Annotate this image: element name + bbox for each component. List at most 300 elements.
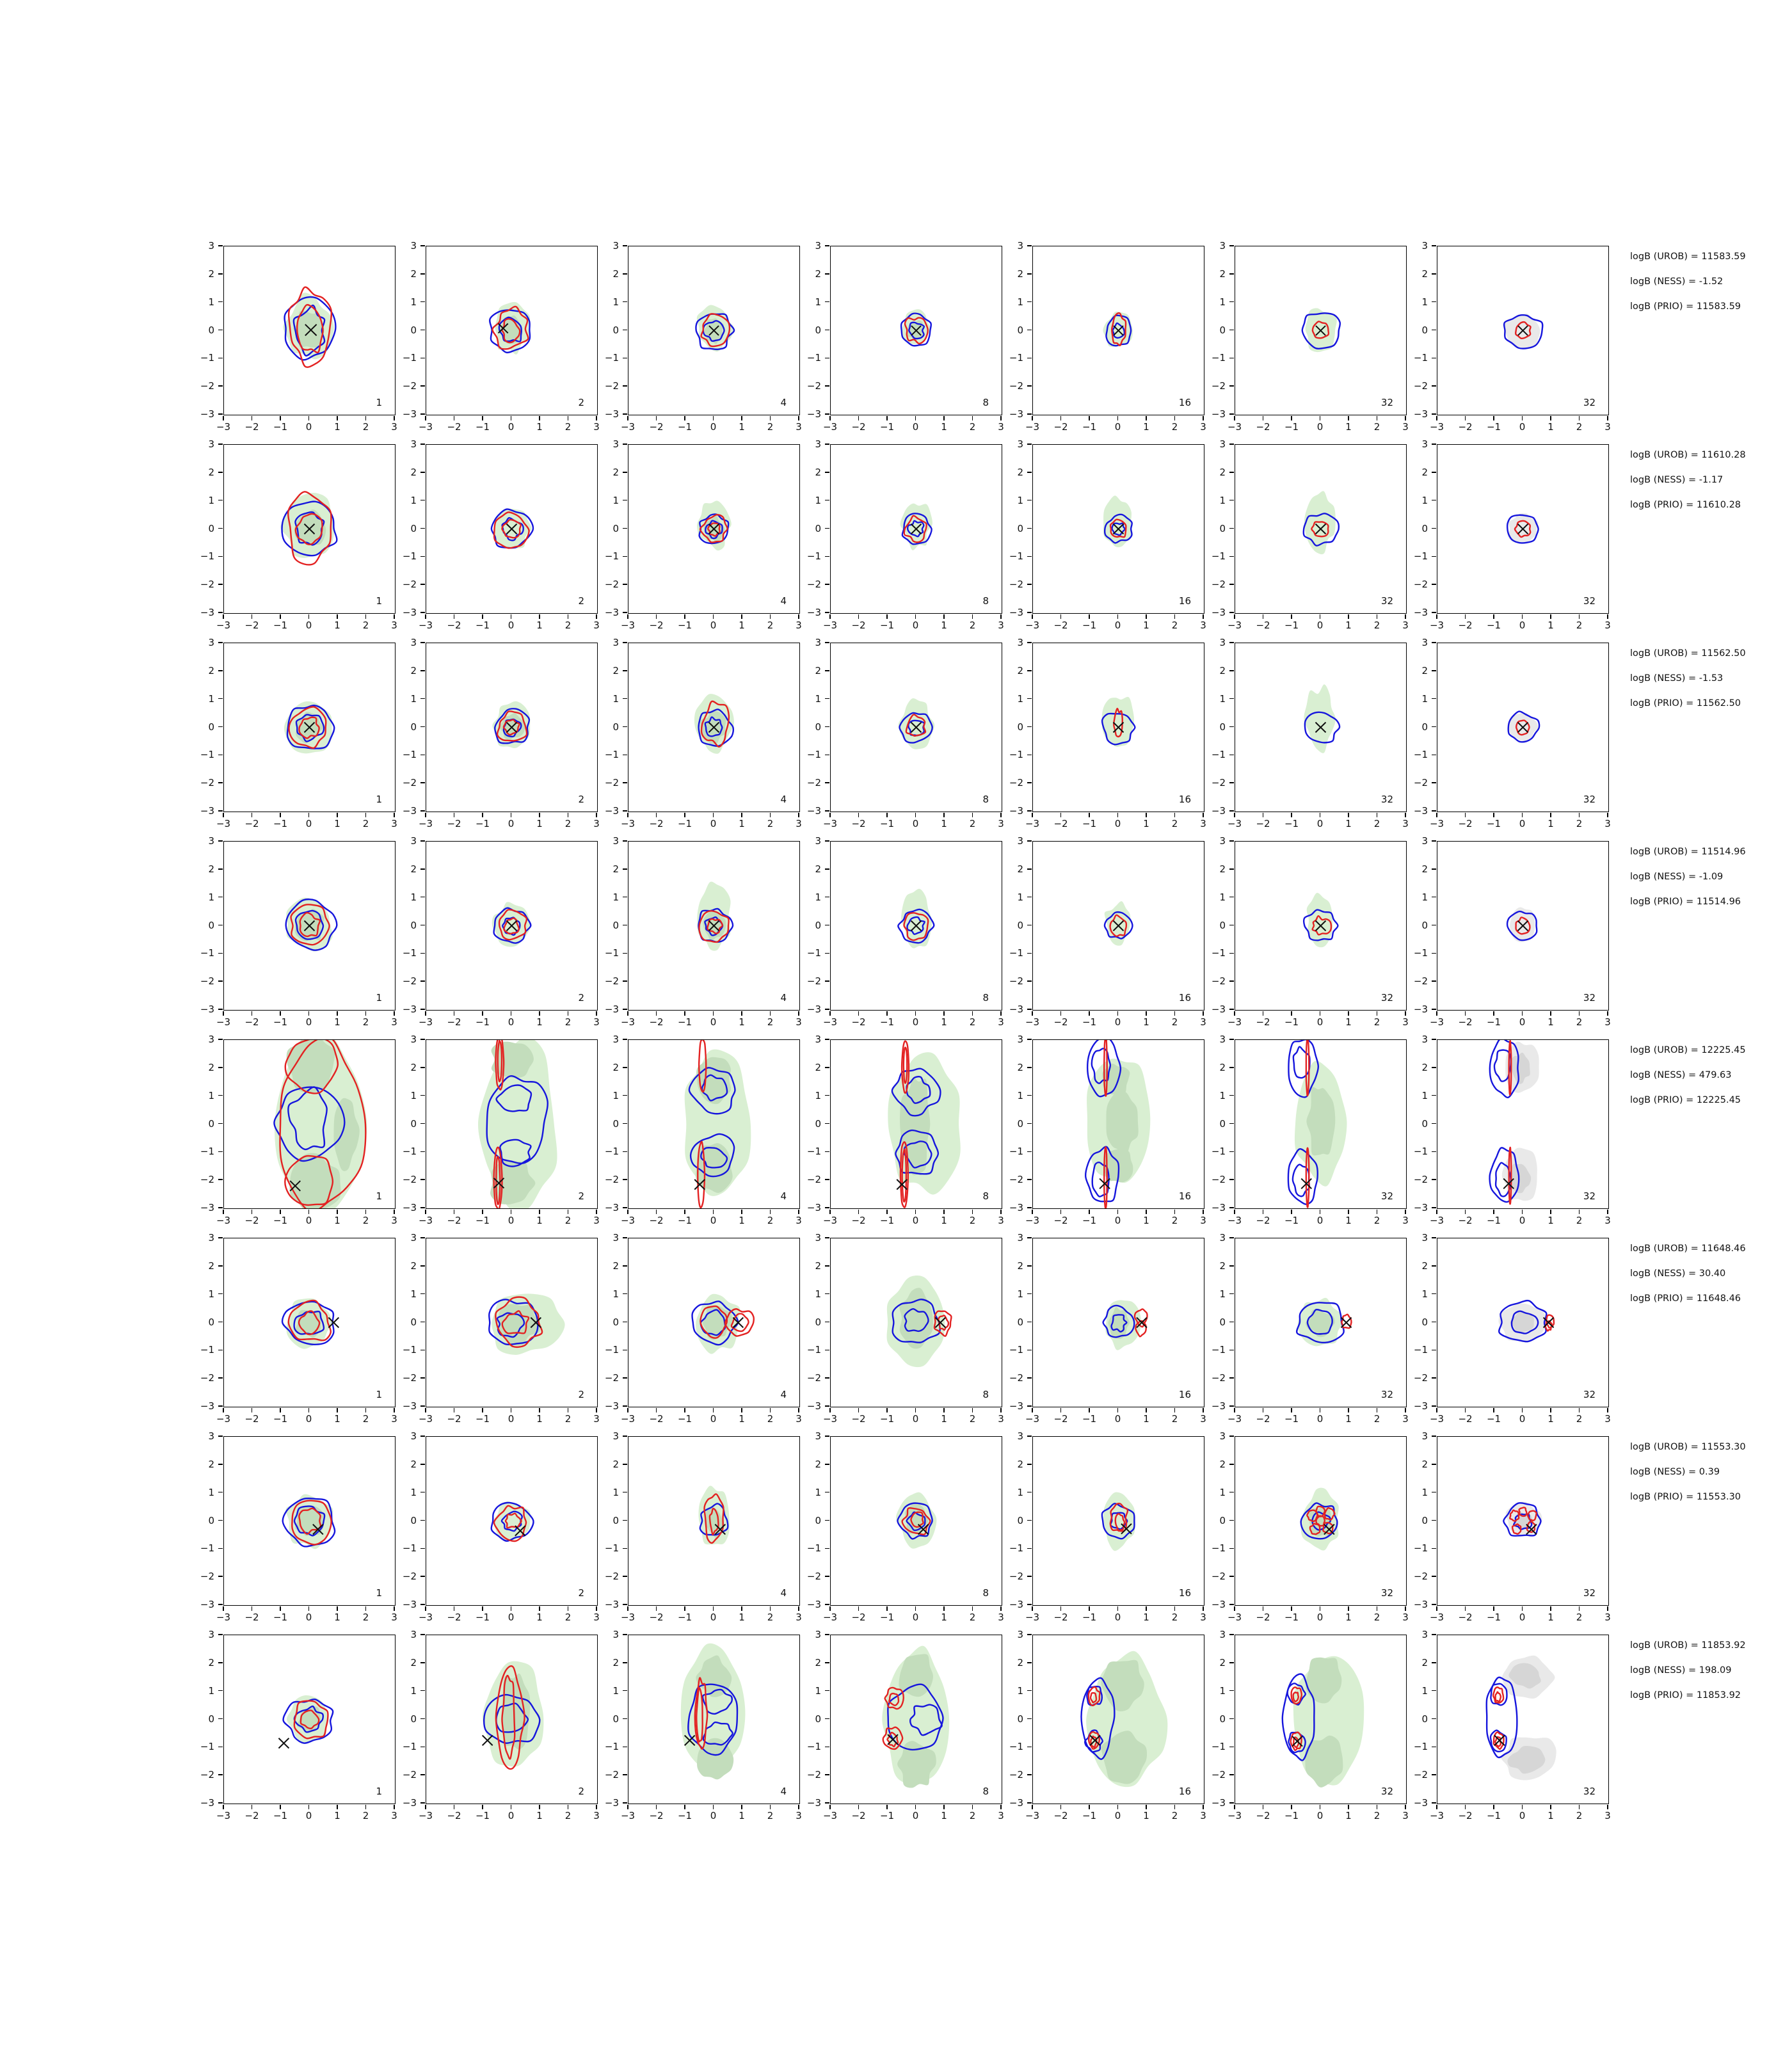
axis-tick [1174, 1805, 1176, 1809]
y-tick-label: −1 [200, 1344, 214, 1356]
y-tick-label: 3 [612, 240, 619, 252]
axis-tick [218, 755, 223, 756]
axis-tick [829, 1408, 831, 1412]
axis-tick [420, 1151, 425, 1153]
axis-tick [972, 1011, 973, 1016]
x-tick-label: −2 [244, 1612, 259, 1623]
x-tick-label: −1 [273, 1612, 288, 1623]
y-tick-label: −3 [1009, 1599, 1023, 1610]
subplot-r7c7 [1437, 1436, 1609, 1606]
subplot-r2c7 [1437, 444, 1609, 614]
axis-tick [1432, 698, 1436, 700]
y-tick-label: 1 [1421, 296, 1428, 308]
axis-tick [1607, 614, 1608, 619]
axis-tick [1377, 1011, 1378, 1016]
axis-tick [1522, 614, 1523, 619]
y-tick-label: −1 [1211, 550, 1226, 563]
x-tick-label: −2 [447, 1215, 461, 1226]
y-tick-label: −1 [806, 1344, 821, 1356]
axis-tick [218, 330, 223, 331]
x-tick-label: −3 [620, 620, 636, 631]
axis-tick [1027, 1464, 1032, 1465]
y-tick-label: −3 [1009, 805, 1023, 817]
y-tick-label: 3 [1017, 1629, 1023, 1640]
axis-tick [943, 1408, 945, 1412]
contour-plot-canvas [1235, 1635, 1406, 1804]
subplot-r3c2 [426, 643, 598, 812]
x-tick-label: −3 [620, 421, 636, 433]
y-tick-label: −2 [402, 975, 417, 988]
x-tick-label: −1 [677, 1810, 692, 1821]
axis-tick [280, 614, 281, 619]
x-tick-label: −2 [649, 620, 664, 631]
axis-tick [1229, 245, 1234, 246]
axis-tick [308, 1408, 310, 1412]
x-tick-label: −1 [1486, 1413, 1501, 1425]
axis-tick [1229, 698, 1234, 700]
y-tick-label: 3 [208, 637, 214, 648]
y-tick-label: 2 [410, 268, 417, 280]
axis-tick [1032, 1805, 1033, 1809]
x-tick-label: 0 [508, 1413, 515, 1425]
y-tick-label: 3 [612, 1034, 619, 1045]
axis-tick [308, 416, 310, 420]
axis-tick [943, 1805, 945, 1809]
y-tick-label: 1 [815, 1684, 821, 1697]
axis-tick [223, 813, 224, 817]
contour-plot-canvas [1437, 246, 1608, 415]
y-tick-label: −3 [402, 1004, 417, 1015]
x-tick-label: 2 [1373, 1810, 1380, 1821]
axis-tick [1432, 953, 1436, 954]
axis-tick [684, 813, 685, 817]
axis-tick [1579, 416, 1580, 420]
axis-tick [1291, 813, 1292, 817]
x-tick-label: −3 [620, 1612, 636, 1623]
axis-tick [1465, 1011, 1466, 1016]
x-tick-label: 2 [564, 1016, 572, 1028]
y-tick-label: 2 [1219, 664, 1226, 676]
x-tick-label: 2 [564, 1413, 572, 1425]
x-tick-label: −2 [1458, 1215, 1473, 1226]
x-tick-label: −1 [1082, 1016, 1097, 1028]
y-tick-label: 1 [208, 1684, 214, 1697]
axis-tick [420, 273, 425, 275]
subplot-r5c2 [426, 1039, 598, 1209]
y-tick-label: 1 [1017, 891, 1023, 903]
x-tick-label: −3 [216, 1215, 231, 1226]
x-tick-label: 3 [391, 421, 397, 433]
logb-annotation-prio: logB (PRIO) = 12225.45 [1630, 1095, 1741, 1105]
logb-annotation-urob: logB (UROB) = 11853.92 [1630, 1640, 1746, 1651]
axis-tick [1027, 444, 1032, 445]
axis-tick [1229, 1464, 1234, 1465]
axis-tick [223, 1408, 224, 1412]
panel-count-label: 32 [1380, 992, 1393, 1004]
x-tick-label: 2 [362, 1810, 369, 1821]
logb-annotation-prio: logB (PRIO) = 11553.30 [1630, 1492, 1741, 1502]
contour-plot-canvas [831, 1437, 1002, 1605]
y-tick-label: 2 [410, 1061, 417, 1073]
y-tick-label: −3 [806, 1004, 821, 1015]
axis-tick [1432, 1634, 1436, 1635]
axis-tick [829, 614, 831, 619]
x-tick-label: −1 [475, 1413, 490, 1425]
axis-tick [825, 273, 829, 275]
x-tick-label: −1 [677, 1413, 692, 1425]
x-tick-label: 2 [1373, 620, 1380, 631]
x-tick-label: 3 [1200, 1612, 1206, 1623]
x-tick-label: −1 [677, 818, 692, 829]
axis-tick [684, 1011, 685, 1016]
axis-tick [1263, 416, 1264, 420]
y-tick-label: 0 [815, 1316, 821, 1328]
x-tick-label: 1 [1345, 1413, 1352, 1425]
x-tick-label: −3 [1227, 620, 1242, 631]
x-tick-label: −2 [649, 1215, 664, 1226]
y-tick-label: −1 [1211, 947, 1226, 959]
y-tick-label: 0 [208, 324, 214, 336]
panel-count-label: 32 [1380, 595, 1393, 607]
contour-plot-canvas [1437, 1238, 1608, 1407]
x-tick-label: 1 [739, 1016, 745, 1028]
axis-tick [218, 1548, 223, 1549]
x-tick-label: 3 [391, 1413, 397, 1425]
x-tick-label: 3 [1604, 1413, 1611, 1425]
logb-annotation-ness: logB (NESS) = 0.39 [1630, 1467, 1720, 1477]
x-tick-label: 2 [969, 818, 976, 829]
axis-tick [1465, 813, 1466, 817]
panel-count-label: 8 [982, 1587, 989, 1599]
axis-tick [365, 416, 367, 420]
axis-tick [1117, 1805, 1119, 1809]
y-tick-label: −2 [200, 975, 214, 988]
axis-tick [1291, 1210, 1292, 1214]
contour-plot-canvas [1033, 1437, 1204, 1605]
axis-tick [825, 301, 829, 303]
contour-plot-canvas [224, 1040, 395, 1208]
y-tick-label: −1 [402, 1741, 417, 1753]
axis-tick [420, 528, 425, 529]
y-tick-label: −2 [402, 1174, 417, 1186]
axis-tick [858, 1011, 860, 1016]
x-tick-label: 2 [362, 421, 369, 433]
axis-tick [713, 1805, 714, 1809]
axis-tick [623, 1377, 627, 1379]
axis-tick [825, 1350, 829, 1351]
axis-tick [1027, 726, 1032, 728]
x-tick-label: 1 [739, 1215, 745, 1226]
y-tick-label: 0 [1017, 522, 1023, 534]
y-tick-label: −2 [806, 380, 821, 392]
axis-tick [425, 1606, 426, 1611]
axis-tick [1027, 245, 1032, 246]
axis-tick [623, 584, 627, 585]
panel-count-label: 32 [1380, 1389, 1393, 1400]
subplot-r3c7 [1437, 643, 1609, 812]
y-tick-label: 2 [1017, 1656, 1023, 1668]
subplot-r7c1 [223, 1436, 396, 1606]
axis-tick [1579, 1210, 1580, 1214]
axis-tick [420, 755, 425, 756]
axis-tick [825, 698, 829, 700]
x-tick-label: 1 [536, 1413, 543, 1425]
axis-tick [420, 642, 425, 643]
axis-tick [420, 385, 425, 387]
axis-tick [252, 614, 253, 619]
y-tick-label: 1 [815, 1089, 821, 1101]
y-tick-label: 1 [1219, 891, 1226, 903]
axis-tick [623, 897, 627, 898]
y-tick-label: −3 [1413, 1797, 1428, 1809]
axis-tick [1229, 472, 1234, 473]
axis-tick [252, 1210, 253, 1214]
x-tick-label: −3 [418, 620, 433, 631]
x-tick-label: 1 [1345, 1810, 1352, 1821]
axis-tick [420, 1293, 425, 1295]
x-tick-label: −3 [1227, 1612, 1242, 1623]
y-tick-label: 2 [815, 1260, 821, 1272]
axis-tick [1432, 1802, 1436, 1804]
x-tick-label: −2 [244, 1215, 259, 1226]
contour-plot-canvas [1033, 842, 1204, 1010]
x-tick-label: 1 [739, 1810, 745, 1821]
y-tick-label: −2 [402, 579, 417, 591]
axis-tick [568, 813, 569, 817]
axis-tick [741, 1408, 742, 1412]
x-tick-label: 1 [739, 421, 745, 433]
x-tick-label: 2 [767, 818, 774, 829]
x-tick-label: −1 [273, 1413, 288, 1425]
panel-count-label: 16 [1178, 1389, 1191, 1400]
axis-tick [252, 1011, 253, 1016]
x-tick-label: −3 [418, 421, 433, 433]
axis-tick [1229, 840, 1234, 842]
y-tick-label: 3 [815, 835, 821, 847]
contour-plot-canvas [831, 842, 1002, 1010]
axis-tick [365, 1805, 367, 1809]
x-tick-label: −2 [851, 1215, 866, 1226]
y-tick-label: 0 [612, 324, 619, 336]
x-tick-label: 0 [1114, 1413, 1121, 1425]
x-tick-label: −2 [244, 1413, 259, 1425]
axis-tick [218, 1662, 223, 1663]
axis-tick [825, 385, 829, 387]
axis-tick [1432, 1095, 1436, 1096]
y-tick-label: 3 [208, 438, 214, 450]
panel-count-label: 8 [982, 1389, 989, 1400]
axis-tick [454, 1606, 455, 1611]
axis-tick [1550, 1408, 1551, 1412]
axis-tick [770, 416, 771, 420]
axis-tick [1550, 614, 1551, 619]
x-tick-label: −1 [475, 1612, 490, 1623]
x-tick-label: −3 [1227, 1215, 1242, 1226]
x-tick-label: 1 [536, 421, 543, 433]
y-tick-label: −1 [1009, 1146, 1023, 1158]
x-tick-label: −1 [1486, 1612, 1501, 1623]
x-tick-label: −3 [1227, 1810, 1242, 1821]
axis-tick [1432, 1405, 1436, 1407]
axis-tick [829, 1011, 831, 1016]
axis-tick [1146, 1805, 1147, 1809]
y-tick-label: 2 [1219, 466, 1226, 478]
y-tick-label: 1 [1219, 1089, 1226, 1101]
axis-tick [1027, 782, 1032, 783]
axis-tick [1234, 416, 1235, 420]
x-tick-label: −1 [1486, 1215, 1501, 1226]
axis-tick [829, 416, 831, 420]
axis-tick [656, 1606, 657, 1611]
axis-tick [1229, 953, 1234, 954]
axis-tick [218, 698, 223, 700]
axis-tick [1032, 416, 1033, 420]
x-tick-label: −3 [1025, 1413, 1040, 1425]
x-tick-label: 0 [710, 1612, 717, 1623]
axis-tick [623, 1492, 627, 1493]
axis-tick [1263, 1011, 1264, 1016]
axis-tick [943, 614, 945, 619]
contour-plot-canvas [1235, 1437, 1406, 1605]
x-tick-label: 3 [1200, 1810, 1206, 1821]
axis-tick [1146, 1408, 1147, 1412]
x-tick-label: 0 [1316, 1016, 1324, 1028]
x-tick-label: 1 [739, 620, 745, 631]
axis-tick [623, 642, 627, 643]
y-tick-label: −2 [806, 975, 821, 988]
axis-tick [218, 245, 223, 246]
y-tick-label: 1 [1017, 296, 1023, 308]
axis-tick [1432, 642, 1436, 643]
x-tick-label: 2 [1576, 1612, 1583, 1623]
axis-tick [1117, 1606, 1119, 1611]
y-tick-label: 3 [612, 1430, 619, 1442]
y-tick-label: 2 [208, 1458, 214, 1470]
y-tick-label: 3 [410, 835, 417, 847]
panel-count-label: 4 [780, 794, 787, 805]
subplot-r5c6 [1235, 1039, 1407, 1209]
axis-tick [539, 813, 540, 817]
contour-plot-canvas [224, 246, 395, 415]
y-tick-label: 3 [1017, 438, 1023, 450]
axis-tick [825, 1548, 829, 1549]
axis-tick [741, 614, 742, 619]
contour-plot-canvas [1235, 1040, 1406, 1208]
axis-tick [656, 1011, 657, 1016]
x-tick-label: 2 [767, 1810, 774, 1821]
y-tick-label: −1 [1211, 1344, 1226, 1356]
x-tick-label: −2 [1256, 421, 1270, 433]
x-tick-label: 2 [1576, 1413, 1583, 1425]
x-tick-label: 2 [1576, 818, 1583, 829]
axis-tick [1607, 1805, 1608, 1809]
y-tick-label: 0 [612, 1316, 619, 1328]
panel-count-label: 8 [982, 595, 989, 607]
axis-tick [223, 1805, 224, 1809]
x-tick-label: 1 [1143, 1810, 1149, 1821]
axis-tick [972, 813, 973, 817]
axis-tick [218, 1464, 223, 1465]
x-tick-label: 0 [1316, 1810, 1324, 1821]
x-tick-label: 1 [1345, 421, 1352, 433]
axis-tick [1465, 1606, 1466, 1611]
x-tick-label: 0 [305, 1215, 312, 1226]
y-tick-label: −2 [402, 1372, 417, 1384]
x-tick-label: −1 [1082, 1810, 1097, 1821]
x-tick-label: −1 [475, 421, 490, 433]
x-tick-label: −2 [447, 421, 461, 433]
y-tick-label: −1 [604, 352, 619, 364]
x-tick-label: 0 [710, 1215, 717, 1226]
axis-tick [623, 245, 627, 246]
y-tick-label: 2 [1421, 863, 1428, 875]
panel-count-label: 32 [1380, 1587, 1393, 1599]
x-tick-label: 3 [1402, 1612, 1409, 1623]
y-tick-label: 0 [410, 1514, 417, 1526]
axis-tick [539, 1805, 540, 1809]
x-tick-label: 0 [912, 818, 919, 829]
y-tick-label: 1 [1421, 1089, 1428, 1101]
x-tick-label: 3 [1200, 818, 1206, 829]
x-tick-label: 3 [998, 1016, 1004, 1028]
y-tick-label: −3 [806, 1202, 821, 1213]
axis-tick [482, 614, 483, 619]
logb-annotation-ness: logB (NESS) = -1.09 [1630, 872, 1724, 882]
subplot-r1c1 [223, 246, 396, 415]
y-tick-label: 3 [1219, 835, 1226, 847]
axis-tick [511, 1606, 512, 1611]
x-tick-label: −2 [851, 1016, 866, 1028]
axis-tick [1229, 358, 1234, 359]
axis-tick [1377, 1805, 1378, 1809]
x-tick-label: 2 [362, 1612, 369, 1623]
contour-plot-canvas [1033, 246, 1204, 415]
axis-tick [770, 1408, 771, 1412]
x-tick-label: −2 [1053, 1016, 1068, 1028]
y-tick-label: −2 [1009, 579, 1023, 591]
axis-tick [420, 472, 425, 473]
x-tick-label: 2 [1171, 1612, 1178, 1623]
x-tick-label: −1 [1082, 1612, 1097, 1623]
y-tick-label: 2 [815, 1656, 821, 1668]
axis-tick [1320, 1606, 1321, 1611]
x-tick-label: 1 [1345, 818, 1352, 829]
axis-tick [656, 1210, 657, 1214]
panel-count-label: 2 [578, 1190, 584, 1202]
axis-tick [623, 330, 627, 331]
x-tick-label: 0 [508, 1810, 515, 1821]
axis-tick [1432, 385, 1436, 387]
axis-tick [825, 1718, 829, 1720]
y-tick-label: 0 [1017, 919, 1023, 931]
x-tick-label: 1 [941, 1215, 947, 1226]
axis-tick [825, 1377, 829, 1379]
x-tick-label: 2 [767, 620, 774, 631]
subplot-r1c7 [1437, 246, 1609, 415]
axis-tick [568, 1606, 569, 1611]
axis-tick [420, 584, 425, 585]
axis-tick [858, 813, 860, 817]
contour-plot-canvas [224, 445, 395, 613]
x-tick-label: 3 [391, 1810, 397, 1821]
x-tick-label: 3 [998, 818, 1004, 829]
y-tick-label: 2 [410, 863, 417, 875]
subplot-r2c5 [1032, 444, 1204, 614]
axis-tick [1027, 1067, 1032, 1068]
y-tick-label: 2 [1219, 1061, 1226, 1073]
y-tick-label: 1 [410, 1288, 417, 1300]
axis-tick [482, 1408, 483, 1412]
